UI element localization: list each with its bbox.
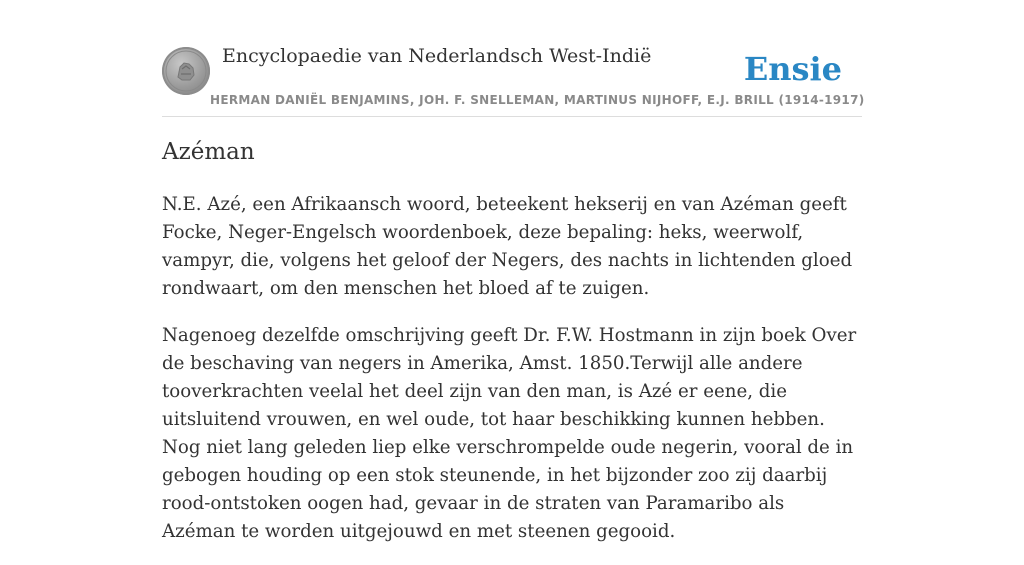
page: [162, 0, 865, 542]
entry-paragraph: Nagenoeg dezelfde omschrijving geeft Dr. F.W. Hostmann in zijn boek Over de beschaving van negers in Amerika, Amst. 1850.Terwijl alle andere tooverkrachten veelal het deel zijn van den man, is Azé er eene, die uitsluitend vrouwen, en wel oude, tot haar beschikking kunnen hebben. Nog niet lang geleden liep elke verschrompelde oude negerin, vooral de in gebogen houding op een stok steunende, in het bijzonder zoo zij daarbij rood-ontstoken oogen had, gevaar in de straten van Paramaribo als Azéman te worden uitgejouwd en met steenen gegooid.: [162, 325, 857, 542]
header: [162, 0, 865, 117]
coin-emblem-icon[interactable]: [162, 47, 210, 95]
entry-paragraph: N.E. Azé, een Afrikaansch woord, beteekent hekserij en van Azéman geeft Focke, Neger-Engelsch woordenboek, deze bepaling: heks, weerwolf, vampyr, die, volgens het geloof der Negers, des nachts in lichtenden gloed rondwaart, om den menschen het bloed af te zuigen.: [162, 194, 853, 299]
entry-title: Azéman: [162, 139, 255, 165]
book-authors-publishers: HERMAN DANIËL BENJAMINS, JOH. F. SNELLEMAN, MARTINUS NIJHOFF, E.J. BRILL (1914-1917): [210, 93, 865, 107]
brand-logo[interactable]: Ensie: [743, 50, 842, 88]
entry-body: [162, 191, 862, 565]
book-title[interactable]: Encyclopaedie van Nederlandsch West-Indië: [222, 45, 652, 67]
